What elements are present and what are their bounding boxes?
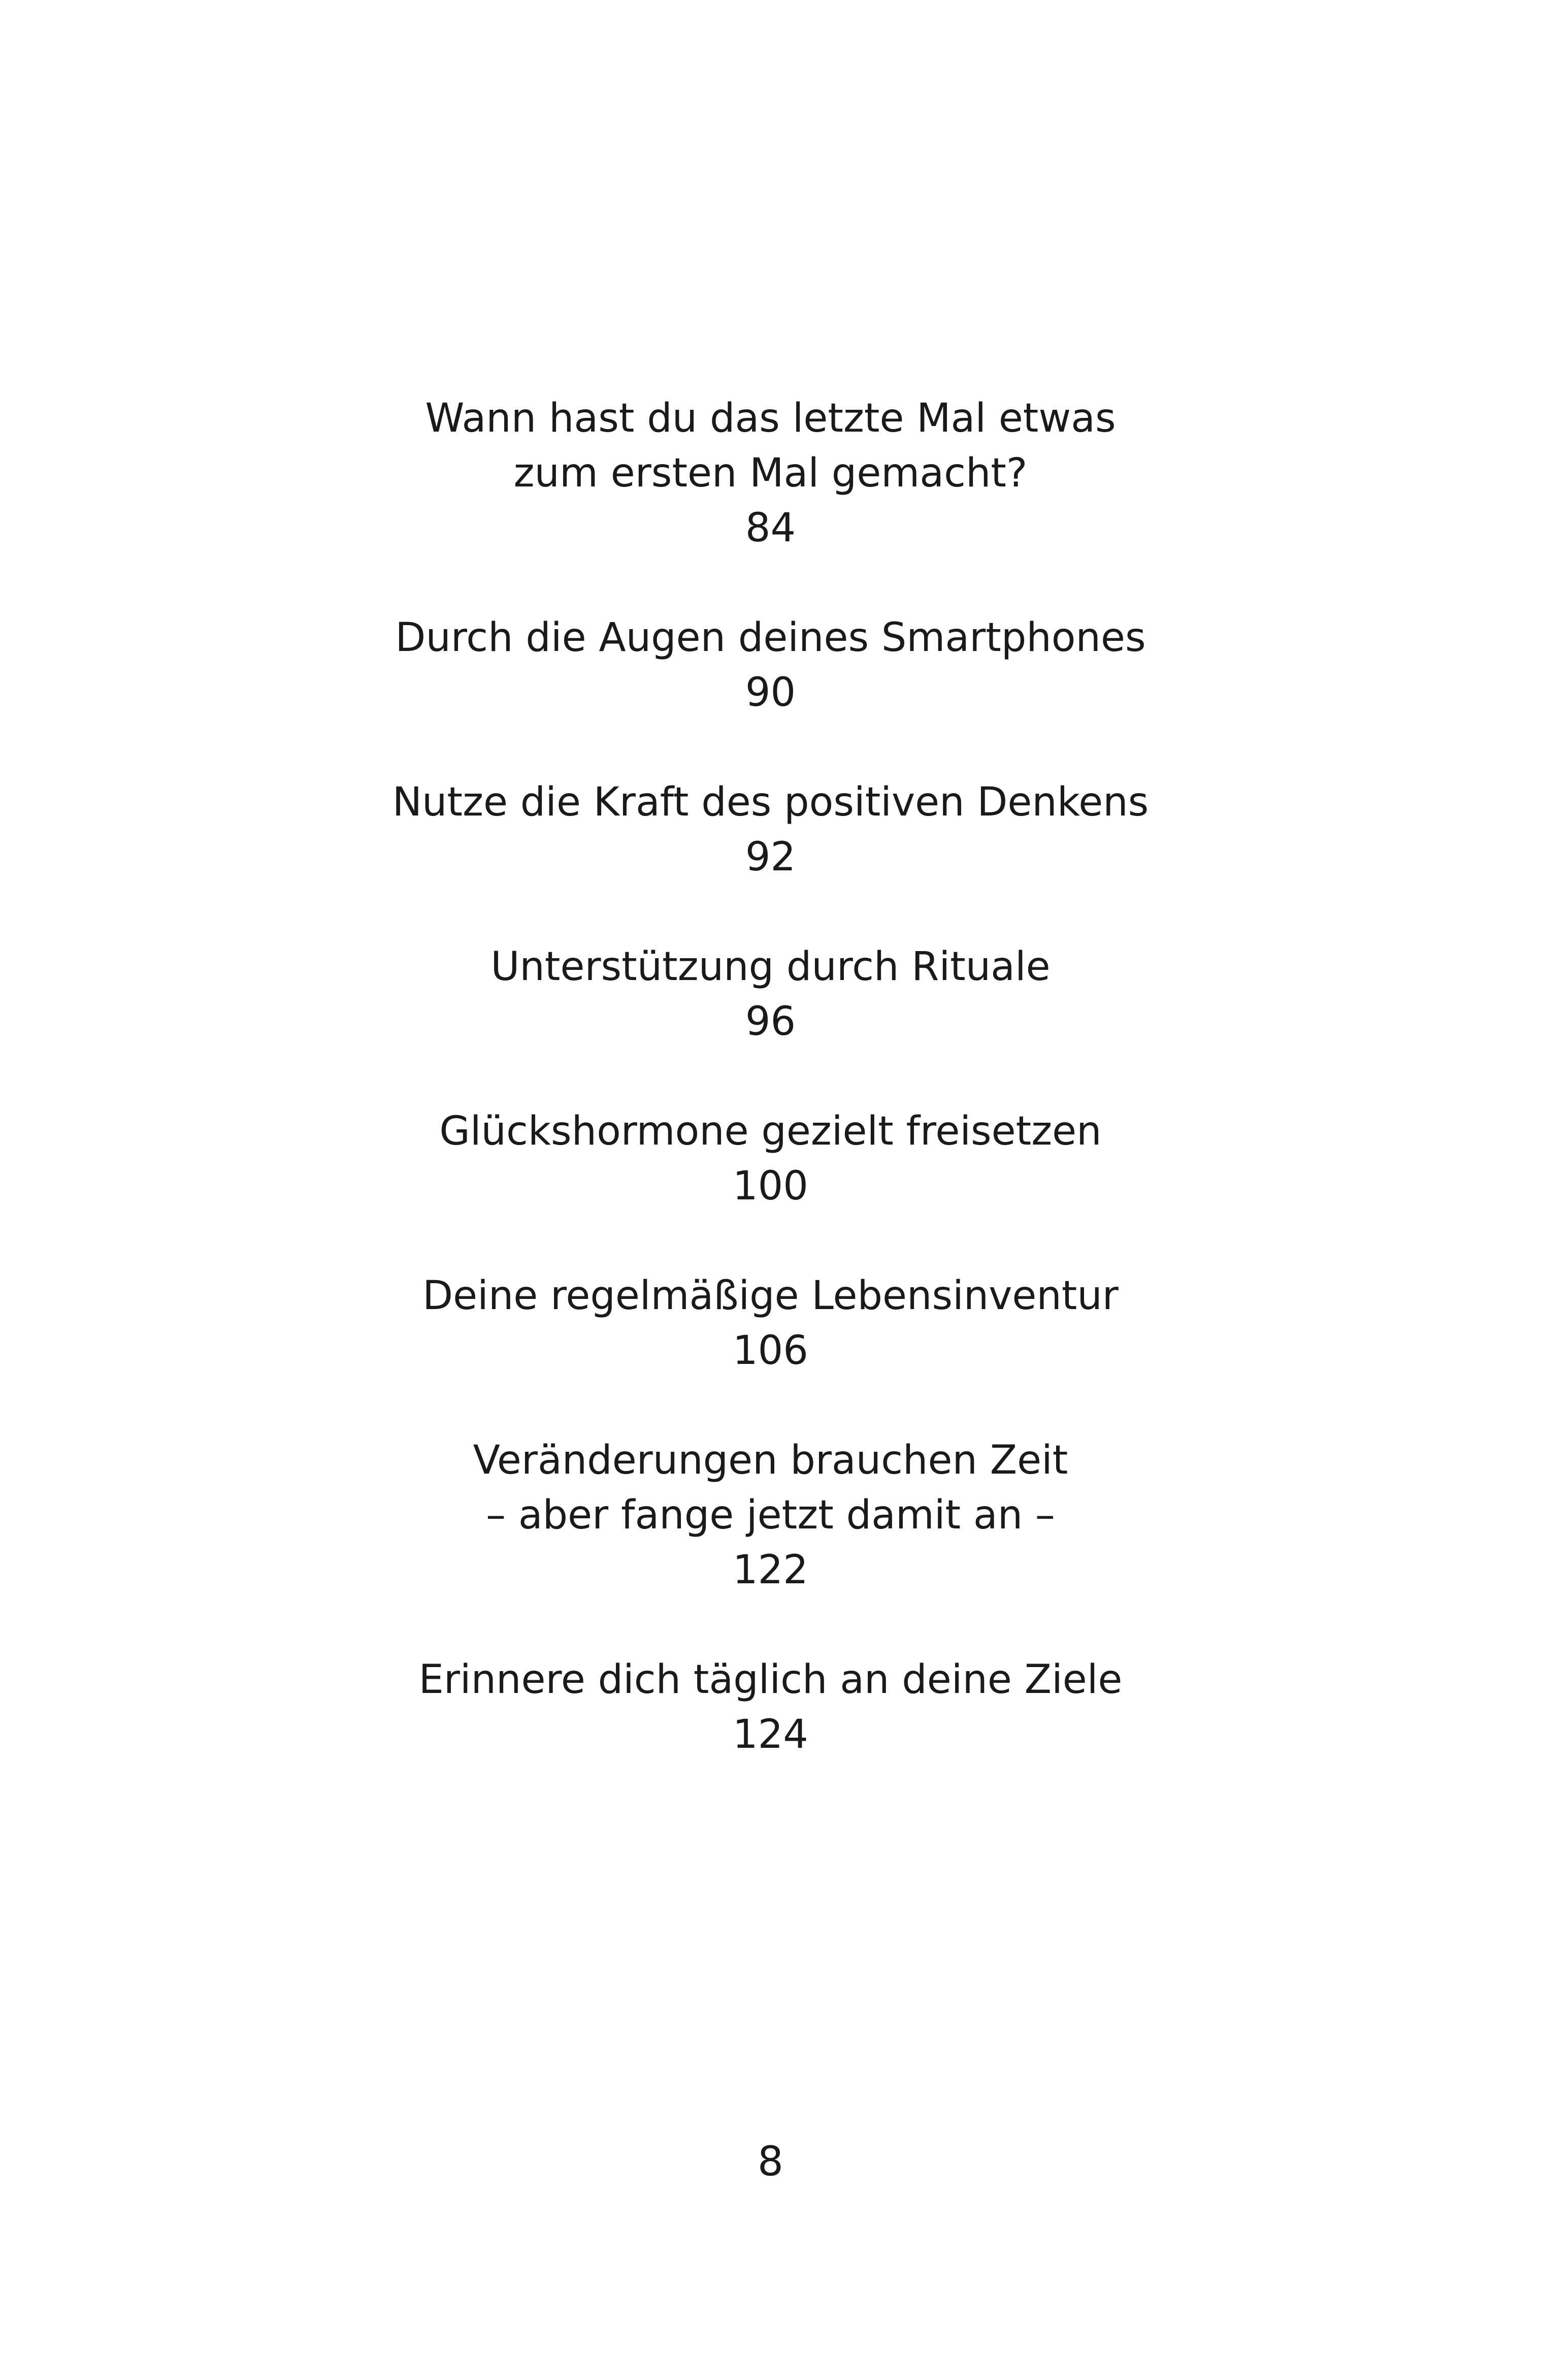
toc-entry-page: 84: [745, 505, 796, 551]
toc-entry-title-line: – aber fange jetzt damit an –: [486, 1492, 1055, 1538]
toc-entry: [0, 610, 1541, 720]
toc-entry-page: 124: [733, 1712, 808, 1757]
toc-entry: [0, 939, 1541, 1049]
toc-entry-page: 92: [745, 834, 796, 880]
toc-entry-title-line: Wann hast du das letzte Mal etwas: [425, 396, 1116, 441]
toc-entry-title-line: zum ersten Mal gemacht?: [513, 450, 1028, 496]
toc-entry: [0, 391, 1541, 556]
page-number: 8: [758, 2138, 783, 2185]
toc-entry: [0, 1433, 1541, 1597]
toc-entry-title-line: Nutze die Kraft des positiven Denkens: [392, 779, 1149, 825]
toc-entry-page: 90: [745, 670, 796, 715]
toc-entry: [0, 1104, 1541, 1214]
toc-entry: [0, 1652, 1541, 1762]
toc-entry-title-line: Unterstützung durch Rituale: [490, 944, 1051, 990]
toc-entry-title-line: Durch die Augen deines Smartphones: [395, 615, 1146, 661]
toc-entry-title-line: Deine regelmäßige Lebensinventur: [422, 1273, 1119, 1319]
toc-entry-page: 122: [733, 1547, 808, 1593]
toc-entry-page: 106: [733, 1328, 808, 1374]
toc-entry-title-line: Glückshormone gezielt freisetzen: [439, 1109, 1102, 1154]
toc-entry: [0, 1268, 1541, 1378]
table-of-contents: [0, 391, 1541, 1817]
toc-entry-title-line: Erinnere dich täglich an deine Ziele: [418, 1657, 1123, 1703]
toc-entry: [0, 775, 1541, 885]
toc-entry-page: 96: [745, 999, 796, 1045]
toc-entry-page: 100: [733, 1163, 808, 1209]
toc-entry-title-line: Veränderungen brauchen Zeit: [473, 1438, 1068, 1483]
